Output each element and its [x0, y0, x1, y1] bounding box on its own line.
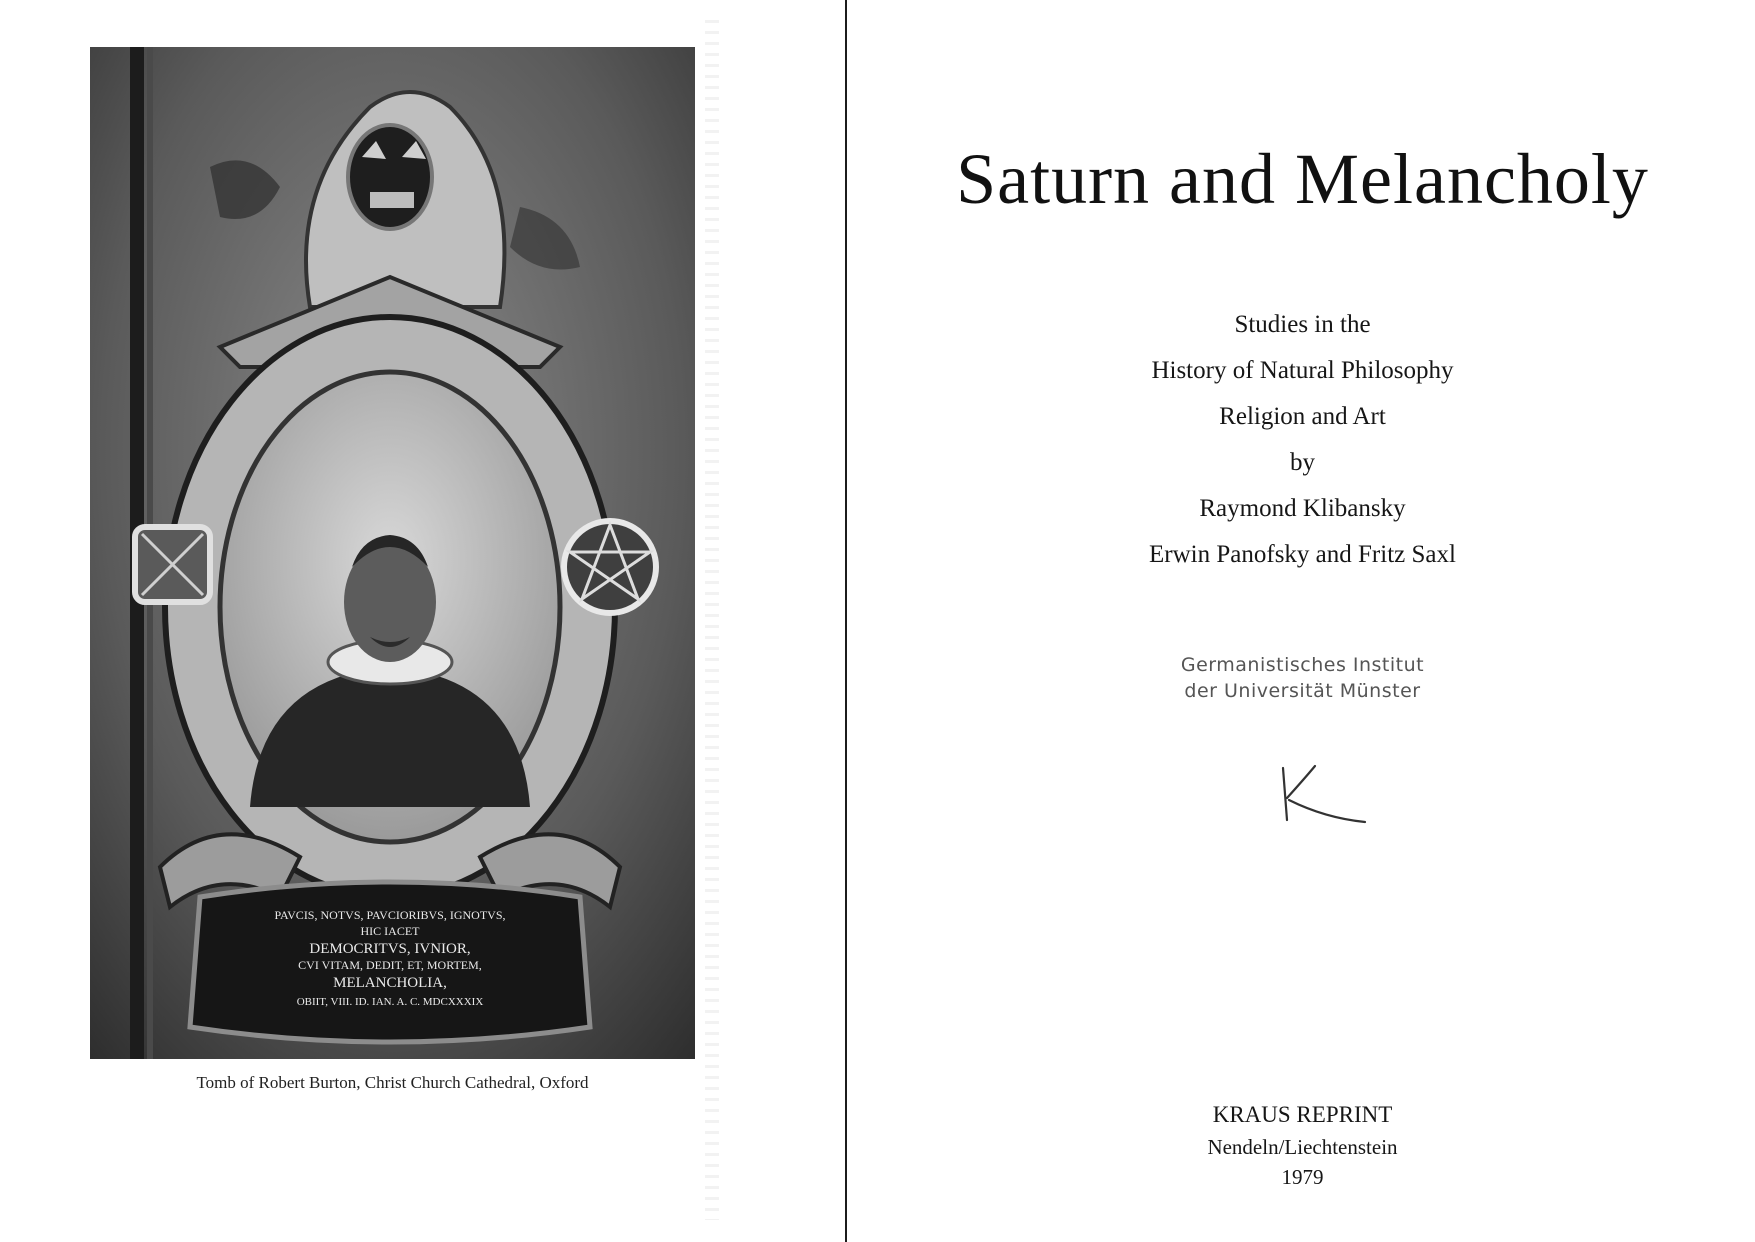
library-stamp — [850, 652, 1755, 704]
subtitle-line: Religion and Art — [1219, 403, 1386, 430]
stamp-line: Germanistisches Institut — [1180, 654, 1425, 676]
subtitle-line: History of Natural Philosophy — [1151, 357, 1454, 384]
frontispiece-photo — [90, 47, 695, 1059]
left-page — [0, 0, 845, 1242]
publisher-place: Nendeln/Liechtenstein — [1207, 1135, 1398, 1159]
book-title: Saturn and Melancholy — [956, 139, 1649, 219]
stamp-line: der Universität Münster — [1184, 680, 1421, 702]
handwritten-mark — [1265, 760, 1385, 830]
book-gutter — [845, 0, 847, 1242]
subtitle-block — [850, 302, 1755, 578]
inscription-line-5: MELANCHOLIA, — [333, 975, 447, 991]
tomb-illustration — [90, 47, 695, 1059]
publication-year: 1979 — [1281, 1165, 1324, 1189]
author-line: Erwin Panofsky and Fritz Saxl — [1149, 541, 1456, 568]
page-fold-shadow — [705, 20, 719, 1220]
author-line: Raymond Klibansky — [1199, 495, 1406, 522]
inscription-line-3: DEMOCRITVS, IVNIOR, — [309, 941, 471, 957]
inscription-line-1: PAVCIS, NOTVS, PAVCIORIBVS, IGNOTVS, — [274, 908, 506, 922]
publisher-block — [850, 1098, 1755, 1192]
inscription-line-6: OBIIT, VIII. ID. IAN. A. C. MDCXXXIX — [296, 996, 484, 1008]
subtitle-line: Studies in the — [1234, 311, 1371, 338]
plate-caption: Tomb of Robert Burton, Christ Church Cathedral, Oxford — [196, 1073, 589, 1092]
inscription-line-4: CVI VITAM, DEDIT, ET, MORTEM, — [298, 958, 482, 972]
inscription-line-2: HIC IACET — [360, 924, 420, 938]
title-page — [850, 0, 1755, 1242]
subtitle-line: by — [1290, 449, 1315, 476]
publisher-name: KRAUS REPRINT — [1212, 1102, 1393, 1127]
